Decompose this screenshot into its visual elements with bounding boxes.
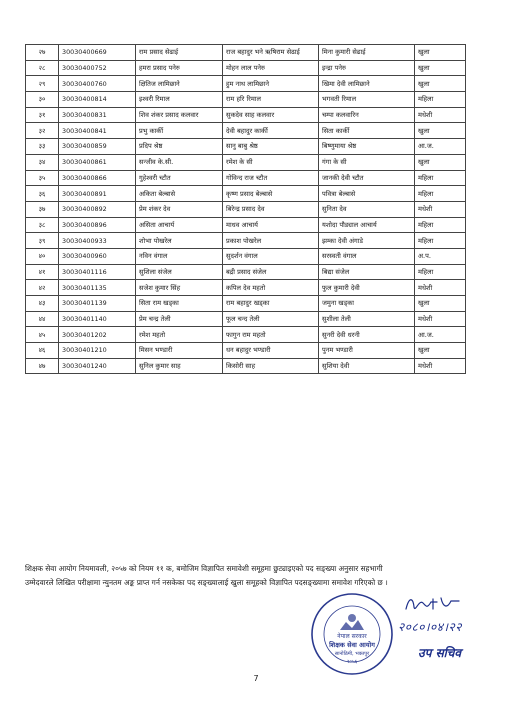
mother-name-cell: जानकी देवी च्टौत [319,170,415,186]
candidate-name-cell: इश्वरी रिमाल [136,92,223,108]
category-cell: खुला [415,296,466,312]
notice-paragraph [25,562,495,590]
serial-number-cell: ३६ [26,186,59,202]
roll-number-cell: 30030401139 [59,296,136,312]
page-number: 7 [253,674,259,683]
category-cell: आ.ज. [415,139,466,155]
candidate-name-cell: क्षितिज लामिछाने [136,76,223,92]
category-cell: अ.प. [415,248,466,264]
table-row [26,327,466,343]
roll-number-cell: 30030400891 [59,186,136,202]
serial-number-cell: ३९ [26,233,59,249]
candidate-name-cell: प्रदिप श्रेष्ठ [136,139,223,155]
father-name-cell: रमेश के सी [223,154,319,170]
mother-name-cell: चम्पा कलवारिन [319,107,415,123]
mother-name-cell: सुशिया देवी [319,358,415,374]
category-cell: खुला [415,76,466,92]
table-row [26,296,466,312]
notice-line-2: उम्मेदवारले लिखित परीक्षामा न्युनतम अङ्क प्राप्त गर्न नसकेका पद सङ्ख्यालाई खुला समूहको विज्ञापित पदसङ्ख्यामा समावेश गरिएको छ । [25,578,388,587]
candidate-name-cell: अकिता बेल्बासे [136,186,223,202]
mother-name-cell: जमुना खड्का [319,296,415,312]
category-cell: खुला [415,60,466,76]
father-name-cell: धन बहादुर भण्डारी [223,343,319,359]
category-cell: महिला [415,170,466,186]
serial-number-cell: ४१ [26,264,59,280]
table-row [26,311,466,327]
father-name-cell: कपिल देव महतो [223,280,319,296]
serial-number-cell: २७ [26,45,59,61]
mother-name-cell: फुल कुमारी देवी [319,280,415,296]
table-row [26,186,466,202]
father-name-cell: फूल चन्द तेली [223,311,319,327]
father-name-cell: राज बहादुर भने ऋषिराम सेढाई [223,45,319,61]
category-cell: खुला [415,45,466,61]
father-name-cell: सुकदेव साह कलवार [223,107,319,123]
mother-name-cell: इन्द्रा पनेरु [319,60,415,76]
roll-number-cell: 30030400861 [59,154,136,170]
candidate-name-cell: हमरा प्रसाद पनेरु [136,60,223,76]
table-row [26,248,466,264]
table-row [26,60,466,76]
mother-name-cell: गंगा के सी [319,154,415,170]
roll-number-cell: 30030400841 [59,123,136,139]
candidate-name-cell: शोभा पोखरेल [136,233,223,249]
roll-number-cell: 30030400760 [59,76,136,92]
category-cell: मधेशी [415,280,466,296]
father-name-cell: राम हरि रिमाल [223,92,319,108]
father-name-cell: हुम नाथ लामिछाने [223,76,319,92]
roll-number-cell: 30030401202 [59,327,136,343]
table-row [26,343,466,359]
table-row [26,139,466,155]
signature-date: २०८०।०४।२२ [398,620,463,634]
candidate-name-cell: प्रेम चन्द्र तेली [136,311,223,327]
table-row [26,123,466,139]
serial-number-cell: ४६ [26,343,59,359]
mother-name-cell: झम्का देवी अंगाडे [319,233,415,249]
candidate-name-cell: नविन वंगाल [136,248,223,264]
father-name-cell: सुदर्शन वंगाल [223,248,319,264]
candidate-name-cell: सुशिला संजेल [136,264,223,280]
candidate-name-cell: सजेश कुमार सिंह [136,280,223,296]
category-cell: खुला [415,343,466,359]
candidate-name-cell: प्रभु कार्की [136,123,223,139]
candidate-name-cell: सन्जीव के.सी. [136,154,223,170]
roll-number-cell: 30030400933 [59,233,136,249]
father-name-cell: बिरेन्द्र प्रसाद देव [223,201,319,217]
mother-name-cell: बिद्या संजेल [319,264,415,280]
serial-number-cell: ४३ [26,296,59,312]
mother-name-cell: खिमा देवी लामिछाने [319,76,415,92]
table-row [26,154,466,170]
signature-scribble [403,593,463,615]
category-cell: मधेशी [415,107,466,123]
table-row [26,280,466,296]
roll-number-cell: 30030401140 [59,311,136,327]
candidate-name-cell: शिव शंकर प्रसाद कलवार [136,107,223,123]
serial-number-cell: ४४ [26,311,59,327]
category-cell: खुला [415,123,466,139]
roll-number-cell: 30030400831 [59,107,136,123]
roll-number-cell: 30030401116 [59,264,136,280]
roll-number-cell: 30030400814 [59,92,136,108]
serial-number-cell: ३० [26,92,59,108]
official-seal [310,592,394,676]
notice-line-1: शिक्षक सेवा आयोग नियमावली, २०५७ को नियम ११ क, बमोजिम विज्ञापित समावेशी समूहमा छुट्याइएको पद सङ्ख्या अनुसार सहभागी [25,564,383,573]
father-name-cell: मोहन लाल पनेरु [223,60,319,76]
category-cell: मधेशी [415,201,466,217]
category-cell: मधेशी [415,358,466,374]
table-row [26,45,466,61]
father-name-cell: किसोरी साह [223,358,319,374]
mother-name-cell: पवित्रा बेल्बासे [319,186,415,202]
roll-number-cell: 30030400752 [59,60,136,76]
mother-name-cell: मिना कुमारी सेढाई [319,45,415,61]
category-cell: खुला [415,154,466,170]
candidate-name-cell: सिता राम खड्का [136,296,223,312]
roll-number-cell: 30030401210 [59,343,136,359]
serial-number-cell: ३८ [26,217,59,233]
category-cell: महिला [415,186,466,202]
candidate-table [25,44,466,374]
roll-number-cell: 30030401240 [59,358,136,374]
candidate-name-cell: मिसन भण्डारी [136,343,223,359]
category-cell: मधेशी [415,311,466,327]
serial-number-cell: ३४ [26,154,59,170]
category-cell: महिला [415,92,466,108]
candidate-name-cell: राम प्रसाद सेढाई [136,45,223,61]
mother-name-cell: सुनरी देवी धरनी [319,327,415,343]
roll-number-cell: 30030400866 [59,170,136,186]
mother-name-cell: भगवती रिमाल [319,92,415,108]
seal-sun-icon [348,614,356,622]
serial-number-cell: ४५ [26,327,59,343]
roll-number-cell: 30030400896 [59,217,136,233]
mother-name-cell: सुशीला तेली [319,311,415,327]
roll-number-cell: 30030400669 [59,45,136,61]
table-row [26,233,466,249]
table-row [26,92,466,108]
serial-number-cell: २९ [26,76,59,92]
roll-number-cell: 30030401135 [59,280,136,296]
serial-number-cell: ३३ [26,139,59,155]
table-row [26,358,466,374]
serial-number-cell: ३१ [26,107,59,123]
serial-number-cell: ३५ [26,170,59,186]
seal-year-text: २०५६ [346,659,358,665]
father-name-cell: प्रकाश पोखरेल [223,233,319,249]
father-name-cell: सानु बाबु श्रेष्ठ [223,139,319,155]
serial-number-cell: ४२ [26,280,59,296]
category-cell: महिला [415,233,466,249]
father-name-cell: राम बहादुर खड्का [223,296,319,312]
category-cell: महिला [415,264,466,280]
table-row [26,76,466,92]
father-name-cell: माधव आचार्य [223,217,319,233]
candidate-name-cell: रमेश महतो [136,327,223,343]
candidate-name-cell: असिता आचार्य [136,217,223,233]
father-name-cell: देवी बहादुर कार्की [223,123,319,139]
table-row [26,264,466,280]
mother-name-cell: सुनिता देव [319,201,415,217]
category-cell: आ.ज. [415,327,466,343]
serial-number-cell: ३७ [26,201,59,217]
serial-number-cell: ४० [26,248,59,264]
serial-number-cell: २८ [26,60,59,76]
table-row [26,201,466,217]
mother-name-cell: सिता कार्की [319,123,415,139]
signatory-title: उप सचिव [418,646,462,660]
serial-number-cell: ४७ [26,358,59,374]
mother-name-cell: यशोदा पौड्याल आचार्य [319,217,415,233]
seal-arc-text: शिक्षक सेवा आयोग [329,641,375,649]
candidate-name-cell: प्रेम शंकर देव [136,201,223,217]
serial-number-cell: ३२ [26,123,59,139]
mother-name-cell: बिष्णुमाया श्रेष्ठ [319,139,415,155]
father-name-cell: बद्री प्रसाद संजेल [223,264,319,280]
seal-place-text: सानोठिमी, भक्तपुर [334,651,370,657]
father-name-cell: गोविन्द राज च्टौत [223,170,319,186]
category-cell: महिला [415,217,466,233]
table-row [26,107,466,123]
candidate-table-body [26,45,466,374]
roll-number-cell: 30030400859 [59,139,136,155]
table-row [26,170,466,186]
roll-number-cell: 30030400892 [59,201,136,217]
seal-top-text: नेपाल सरकार [337,633,367,640]
father-name-cell: कृष्ण प्रसाद बेल्बासे [223,186,319,202]
table-row [26,217,466,233]
roll-number-cell: 30030400960 [59,248,136,264]
mother-name-cell: सरस्वती वंगाल [319,248,415,264]
candidate-name-cell: सुनिल कुमार साह [136,358,223,374]
candidate-name-cell: गुहेश्वरी च्टौत [136,170,223,186]
mother-name-cell: पुनम भण्डारी [319,343,415,359]
father-name-cell: फागुन राम महतो [223,327,319,343]
